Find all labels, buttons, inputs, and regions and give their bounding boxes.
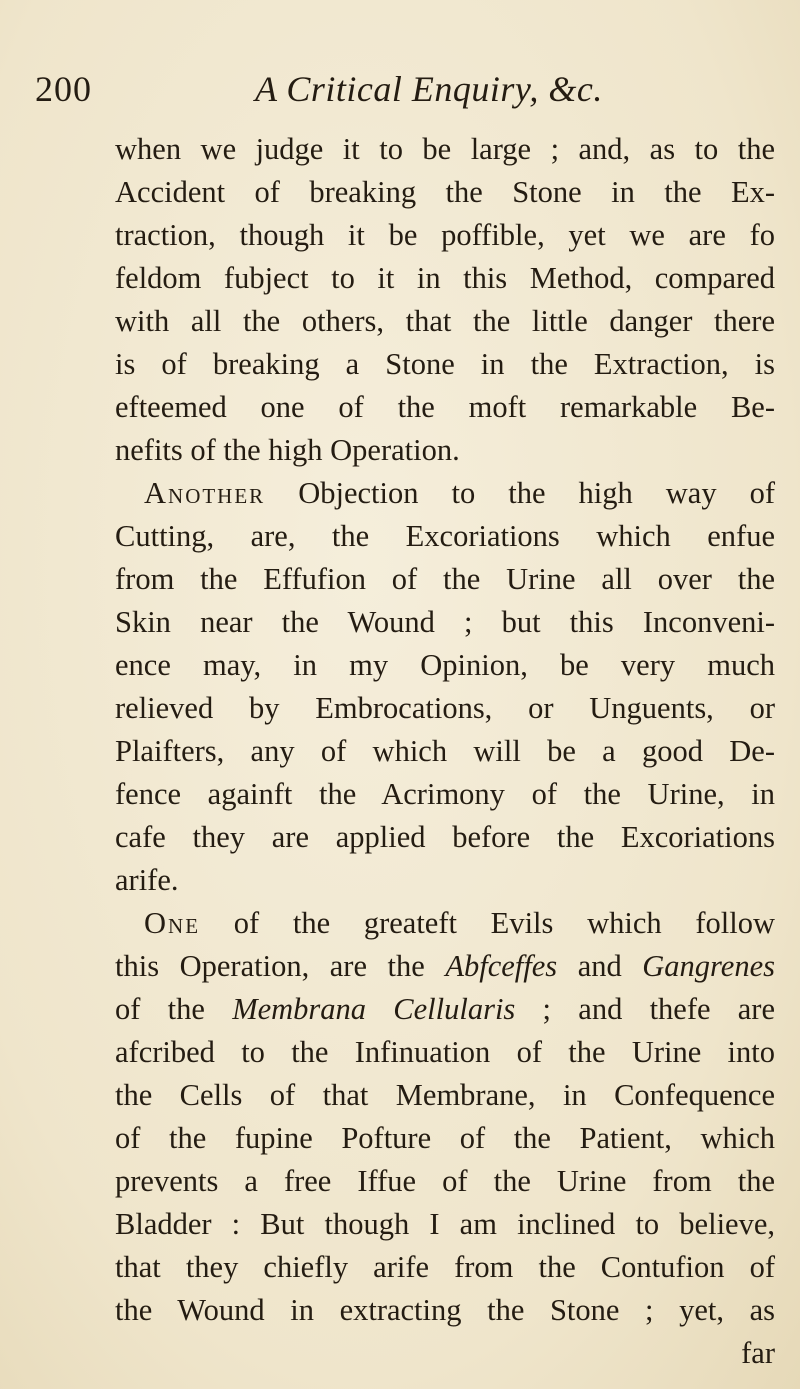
text-run: Bladder : But though I am inclined to believe, [115,1207,775,1241]
text-run: from the Effufion of the Urine all over the [115,562,775,596]
text-line [115,429,775,472]
text-run: of the greateft Evils which follow [200,906,775,940]
text-run: relieved by Embrocations, or Unguents, or [115,691,775,725]
text-line [115,1332,775,1375]
text-run: is of breaking a Stone in the Extraction, is [115,347,775,381]
text-line [115,214,775,257]
text-run: when we judge it to be large ; and, as to the [115,132,775,166]
text-run: arife. [115,863,179,897]
text-line [115,1203,775,1246]
text-run: efteemed one of the moft remarkable Be- [115,390,775,424]
running-head: A Critical Enquiry, &c. [255,69,603,109]
text-line [115,257,775,300]
text-line [115,1117,775,1160]
text-line [115,515,775,558]
text-run: far [741,1336,775,1370]
text-run: nefits of the high Operation. [115,433,460,467]
text-run: that they chiefly arife from the Contufion of [115,1250,775,1284]
text-run: this Operation, are the [115,949,446,983]
text-line [115,773,775,816]
italic-term: Membrana Cellularis [232,992,516,1026]
text-run: traction, though it be poffible, yet we are fo [115,218,775,252]
italic-term: Gangrenes [642,949,775,983]
text-line [115,386,775,429]
text-line [115,1289,775,1332]
text-line [115,300,775,343]
text-line [115,816,775,859]
text-line [115,343,775,386]
text-run: the Cells of that Membrane, in Confequence [115,1078,775,1112]
text-line [115,128,775,171]
text-run: with all the others, that the little danger there [115,304,775,338]
text-line [115,687,775,730]
text-run: prevents a free Iffue of the Urine from the [115,1164,775,1198]
text-line [115,472,775,515]
small-caps-word: One [144,906,201,940]
text-run: of the [115,992,233,1026]
text-run: Plaifters, any of which will be a good De- [115,734,775,768]
text-line [115,730,775,773]
text-line [115,859,775,902]
text-run: cafe they are applied before the Excoriations [115,820,775,854]
text-run: Cutting, are, the Excoriations which enfue [115,519,775,553]
text-line [115,902,775,945]
small-caps-word: Another [144,476,266,510]
text-line [115,558,775,601]
body-text [115,128,775,1375]
text-line [115,601,775,644]
text-line [115,1246,775,1289]
text-line [115,1074,775,1117]
page-header [0,68,800,118]
text-run: Accident of breaking the Stone in the Ex- [115,175,775,209]
text-run: of the fupine Pofture of the Patient, which [115,1121,775,1155]
text-run: Objection to the high way of [265,476,775,510]
text-run: ence may, in my Opinion, be very much [115,648,775,682]
text-line [115,1031,775,1074]
text-run: feldom fubject to it in this Method, compared [115,261,775,295]
text-run: afcribed to the Infinuation of the Urine into [115,1035,775,1069]
text-line [115,644,775,687]
text-line [115,1160,775,1203]
page-number: 200 [35,69,92,109]
text-run: the Wound in extracting the Stone ; yet, as [115,1293,775,1327]
text-run: Skin near the Wound ; but this Inconveni- [115,605,775,639]
text-run: fence againft the Acrimony of the Urine, in [115,777,775,811]
text-run: ; and thefe are [515,992,776,1026]
text-run: and [557,949,643,983]
italic-term: Abfceffes [445,949,558,983]
text-line [115,988,775,1031]
text-line [115,945,775,988]
text-line [115,171,775,214]
